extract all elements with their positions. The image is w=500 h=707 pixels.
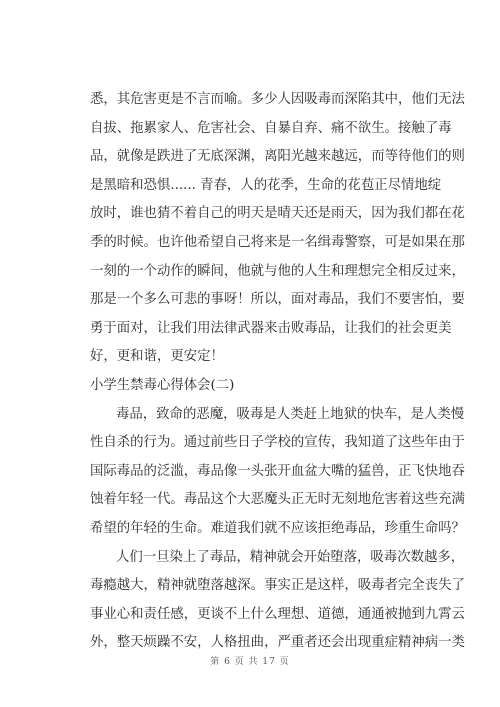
text-line: 毒瘾越大，精神就堕落越深。事实正是这样，吸毒者完全丧失了	[90, 578, 465, 594]
page-number-footer: 第 6 页 共 17 页	[210, 657, 290, 667]
text-line: 悉，其危害更是不言而喻。多少人因吸毒而深陷其中，他们无法	[90, 92, 465, 107]
text-line: 毒品，致命的恶魔，吸毒是人类赶上地狱的快车，是人类慢	[116, 406, 465, 422]
text-line: 勇于面对，让我们用法律武器来击败毒品，让我们的社会更美	[90, 320, 452, 336]
text-line: 是黑暗和恐惧...... 青春，人的花季，生命的花苞正尽情地绽	[90, 177, 442, 193]
text-line: 一刻的一个动作的瞬间，他就与他的人生和理想完全相反过来，	[90, 263, 465, 279]
text-line: 好，更和谐，更安定！	[90, 349, 224, 365]
text-line: 人们一旦染上了毒品，精神就会开始堕落，吸毒次数越多，	[116, 549, 465, 565]
text-line: 蚀着年轻一代。毒品这个大恶魔头正无时无刻地危害着这些充满	[90, 492, 465, 508]
text-line: 希望的年轻的生命。难道我们就不应该拒绝毒品，珍重生命吗？	[90, 520, 465, 536]
text-line: 事业心和责任感，更谈不上什么理想、道德，通通被抛到九霄云	[90, 606, 465, 622]
text-line: 自拔、拖累家人、危害社会、自暴自弃、痛不欲生。接触了毒	[90, 120, 452, 136]
text-line: 放时，谁也猜不着自己的明天是晴天还是雨天，因为我们都在花	[90, 206, 465, 222]
text-line: 季的时候。也许他希望自己将来是一名缉毒警察，可是如果在那	[90, 234, 465, 250]
text-line: 品，就像是跌进了无底深渊，离阳光越来越远，而等待他们的则	[90, 149, 465, 165]
section-heading: 小学生禁毒心得体会(二)	[90, 377, 235, 393]
text-line: 国际毒品的泛滥，毒品像一头张开血盆大嘴的猛兽，正飞快地吞	[90, 463, 465, 479]
document-body	[90, 86, 465, 658]
text-line: 外，整天烦躁不安，人格扭曲，严重者还会出现重症精神病一类	[90, 635, 465, 651]
text-line: 性自杀的行为。通过前些日子学校的宣传，我知道了这些年由于	[90, 435, 465, 451]
text-line: 那是一个多么可悲的事呀！所以，面对毒品，我们不要害怕，要	[90, 292, 465, 308]
